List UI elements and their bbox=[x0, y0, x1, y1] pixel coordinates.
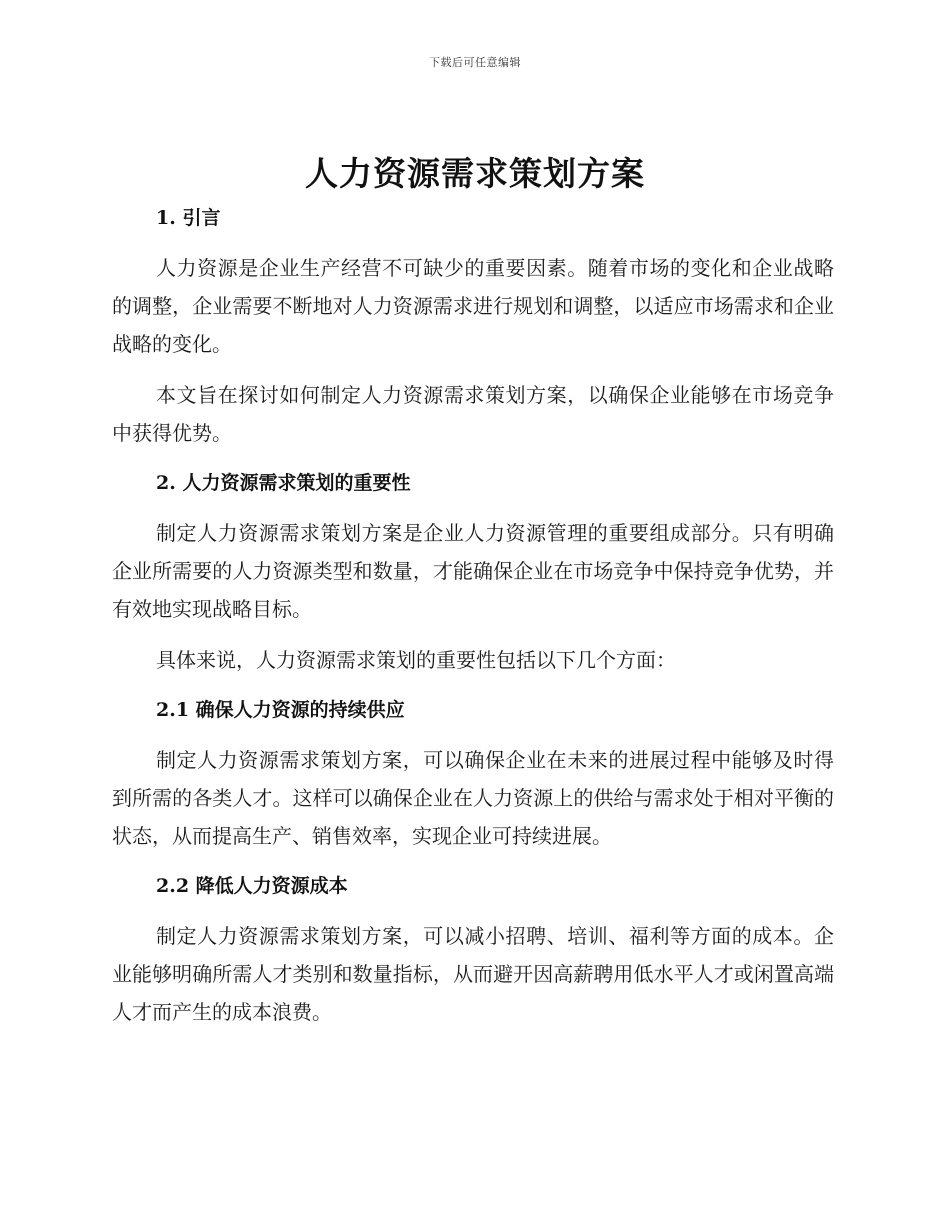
section-heading-2-2: 2.2 降低人力资源成本 bbox=[156, 875, 348, 897]
section-heading-introduction: 1. 引言 bbox=[156, 207, 221, 229]
header-note: 下载后可任意编辑 bbox=[429, 56, 521, 69]
section-heading-importance: 2. 人力资源需求策划的重要性 bbox=[156, 472, 411, 494]
document-title: 人力资源需求策划方案 bbox=[305, 154, 645, 193]
document-body bbox=[112, 200, 834, 1031]
paragraph-2-1: 制定人力资源需求策划方案，可以确保企业在未来的进展过程中能够及时得到所需的各类人才。这样可以确保企业在人力资源上的供给与需求处于相对平衡的状态，从而提高生产、销售效率，实现企业可持续进展。 bbox=[112, 748, 834, 848]
paragraph-importance-2: 具体来说，人力资源需求策划的重要性包括以下几个方面： bbox=[156, 648, 676, 672]
paragraph-2-2: 制定人力资源需求策划方案，可以减小招聘、培训、福利等方面的成本。企业能够明确所需人才类别和数量指标，从而避开因高薪聘用低水平人才或闲置高端人才而产生的成本浪费。 bbox=[112, 924, 834, 1024]
paragraph-intro-1: 人力资源是企业生产经营不可缺少的重要因素。随着市场的变化和企业战略的调整，企业需要不断地对人力资源需求进行规划和调整，以适应市场需求和企业战略的变化。 bbox=[112, 256, 834, 356]
paragraph-intro-2: 本文旨在探讨如何制定人力资源需求策划方案，以确保企业能够在市场竞争中获得优势。 bbox=[112, 383, 834, 445]
paragraph-importance-1: 制定人力资源需求策划方案是企业人力资源管理的重要组成部分。只有明确企业所需要的人力资源类型和数量，才能确保企业在市场竞争中保持竞争优势，并有效地实现战略目标。 bbox=[112, 521, 834, 621]
section-heading-2-1: 2.1 确保人力资源的持续供应 bbox=[156, 699, 405, 721]
